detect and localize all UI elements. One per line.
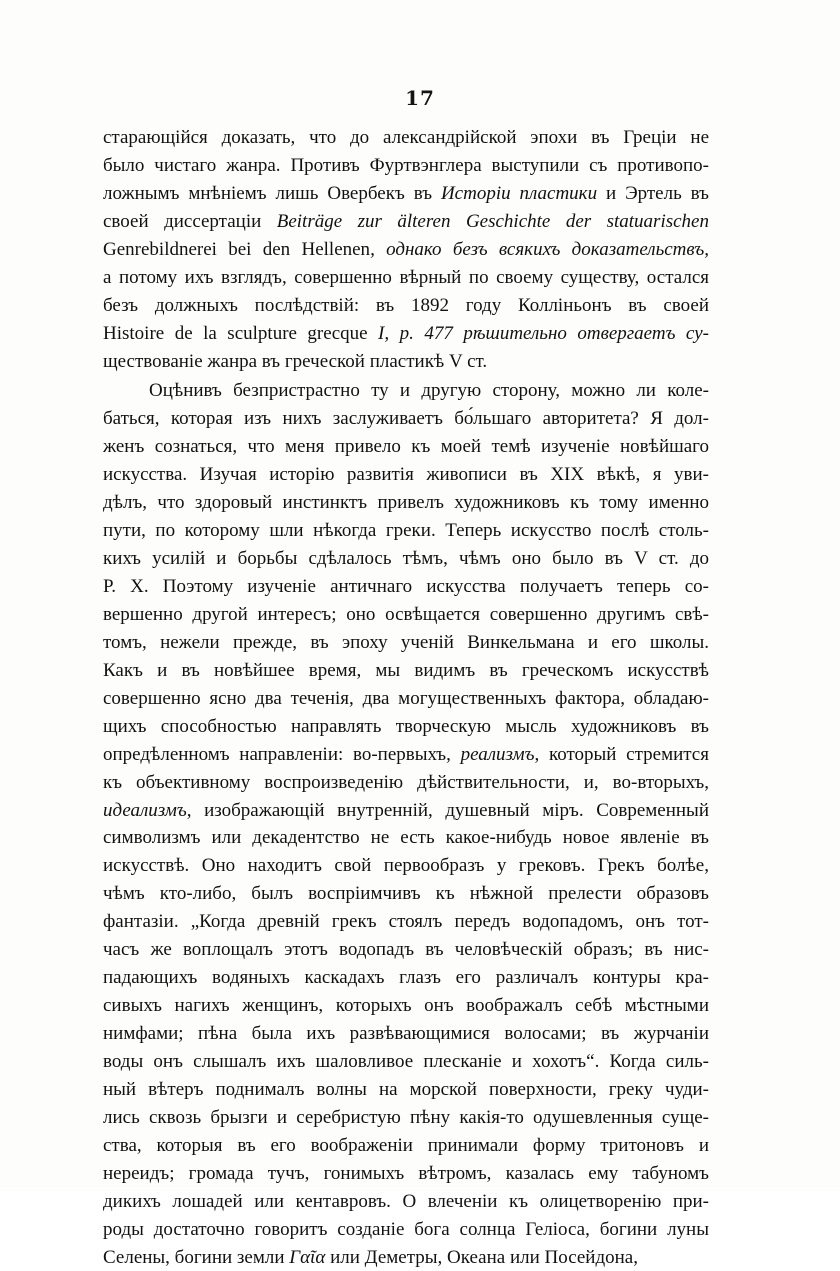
text-segment: чѣмъ кто-либо, былъ воспріимчивъ къ нѣжной прелести образовъ	[103, 883, 709, 904]
text-line	[103, 824, 709, 852]
text-segment: ный вѣтеръ поднималъ волны на морской поверхности, греку чуди-	[103, 1079, 709, 1100]
text-line	[103, 936, 709, 964]
text-line	[103, 264, 709, 292]
text-line	[103, 629, 709, 657]
text-segment: ществованіе жанра въ греческой пластикѣ V ст.	[103, 351, 487, 372]
text-line	[103, 348, 709, 376]
text-line	[103, 377, 709, 405]
text-segment: вершенно другой интересъ; оно освѣщается совершенно другимъ свѣ-	[103, 604, 709, 625]
text-segment: Р. Х. Поэтому изученіе античнаго искусства получаетъ теперь со-	[103, 576, 709, 597]
text-segment: а потому ихъ взглядъ, совершенно вѣрный по своему существу, остался	[103, 267, 709, 288]
text-line	[103, 1048, 709, 1076]
text-segment: нимфами; пѣна была ихъ развѣвающимися волосами; въ журчаніи	[103, 1023, 709, 1044]
italic-phrase: Γαῖα	[289, 1247, 325, 1268]
italic-phrase: , однако безъ всякихъ доказательствъ,	[370, 239, 709, 260]
text-line	[103, 601, 709, 629]
text-line	[103, 1020, 709, 1048]
italic-phrase: реализмъ	[461, 744, 535, 765]
text-segment: Genrebildnerei bei den Hellenen	[103, 239, 370, 260]
text-line	[103, 769, 709, 797]
text-segment: и Эртель въ	[597, 183, 709, 204]
text-segment: къ объективному воспроизведенію дѣйствительности, и, во-вторыхъ,	[103, 772, 709, 793]
text-segment: искусства. Изучая исторію развитія живописи въ XIX вѣкѣ, я уви-	[103, 464, 709, 485]
text-line	[103, 152, 709, 180]
text-segment: баться, которая изъ нихъ заслуживаетъ бо́льшаго авторитета? Я дол-	[103, 408, 709, 429]
italic-phrase: идеализмъ	[103, 800, 187, 821]
text-line	[103, 1244, 709, 1271]
text-segment: совершенно ясно два теченія, два могущественныхъ фактора, обладаю-	[103, 688, 709, 709]
text-line	[103, 1160, 709, 1188]
italic-phrase: Исторіи пластики	[441, 183, 597, 204]
text-segment: Histoire de la sculpture grecque	[103, 323, 368, 344]
text-line	[103, 180, 709, 208]
text-segment: , изображающій внутренній, душевный міръ. Современный	[187, 800, 709, 821]
italic-phrase: Beiträge zur älteren Geschichte der statuarischen	[277, 211, 709, 232]
text-line	[103, 461, 709, 489]
text-line	[103, 908, 709, 936]
text-segment: дикихъ лошадей или кентавровъ. О влеченіи къ олицетворенію при-	[103, 1191, 709, 1212]
text-segment: или Деметры, Океана или Посейдона,	[325, 1247, 638, 1268]
text-line	[103, 852, 709, 880]
text-segment: , который стремится	[534, 744, 709, 765]
text-line	[103, 236, 709, 264]
text-line	[103, 880, 709, 908]
text-segment: дѣлъ, что здоровый инстинктъ привелъ художниковъ къ тому именно	[103, 492, 709, 513]
text-line	[103, 573, 709, 601]
text-segment: фантазіи. „Когда древній грекъ стоялъ передъ водопадомъ, онъ тот-	[103, 911, 709, 932]
text-segment: опредѣленномъ направленіи: во-первыхъ,	[103, 744, 461, 765]
text-segment: было чистаго жанра. Противъ Фуртвэнглера выступили съ противопо-	[103, 155, 709, 176]
text-line	[103, 545, 709, 573]
text-segment: старающійся доказать, что до александрійской эпохи въ Греціи не	[103, 127, 709, 148]
text-line	[103, 992, 709, 1020]
text-segment: сивыхъ нагихъ женщинъ, которыхъ онъ воображалъ себѣ мѣстными	[103, 995, 709, 1016]
text-segment: падающихъ водяныхъ каскадахъ глазъ его различалъ контуры кра-	[103, 967, 709, 988]
text-segment: нереидъ; громада тучъ, гонимыхъ вѣтромъ, казалась ему табуномъ	[103, 1163, 709, 1184]
text-line	[103, 1132, 709, 1160]
italic-phrase: I, p. 477 рѣшительно отвергаетъ су-	[368, 323, 709, 344]
text-line	[103, 741, 709, 769]
text-line	[103, 320, 709, 348]
text-segment: безъ должныхъ послѣдствій: въ 1892 году Колліньонъ въ своей	[103, 295, 709, 316]
text-segment: роды достаточно говоритъ созданіе бога солнца Геліоса, богини луны	[103, 1219, 709, 1240]
text-line	[103, 964, 709, 992]
text-line	[103, 208, 709, 236]
text-segment: лись сквозь брызги и серебристую пѣну какія-то одушевленныя суще-	[103, 1107, 709, 1128]
text-segment: пути, по которому шли нѣкогда греки. Теперь искусство послѣ столь-	[103, 520, 709, 541]
text-segment: томъ, нежели прежде, въ эпоху ученій Винкельмана и его школы.	[103, 632, 709, 653]
text-line	[103, 1216, 709, 1244]
text-line	[103, 489, 709, 517]
text-segment: ства, которыя въ его воображеніи принимали форму тритоновъ и	[103, 1135, 709, 1156]
text-line	[103, 1076, 709, 1104]
text-segment: Оцѣнивъ безпристрастно ту и другую сторону, можно ли коле-	[149, 380, 709, 401]
text-line	[103, 405, 709, 433]
text-line	[103, 292, 709, 320]
text-segment: Селены, богини земли	[103, 1247, 289, 1268]
text-segment: ложнымъ мнѣніемъ лишь Овербекъ въ	[103, 183, 441, 204]
text-line	[103, 517, 709, 545]
text-line	[103, 433, 709, 461]
text-line	[103, 657, 709, 685]
text-segment: женъ сознаться, что меня привело къ моей темѣ изученіе новѣйшаго	[103, 436, 709, 457]
text-line	[103, 124, 709, 152]
text-segment: искусствѣ. Оно находитъ свой первообразъ у грековъ. Грекъ болѣе,	[103, 855, 709, 876]
text-line	[103, 1104, 709, 1132]
text-segment: кихъ усилій и борьбы сдѣлалось тѣмъ, чѣмъ оно было въ V ст. до	[103, 548, 709, 569]
text-line	[103, 713, 709, 741]
text-segment: щихъ способностью направлять творческую мысль художниковъ въ	[103, 716, 709, 737]
text-segment: воды онъ слышалъ ихъ шаловливое плесканіе и хохотъ“. Когда силь-	[103, 1051, 709, 1072]
body-text	[103, 124, 709, 1271]
text-line	[103, 797, 709, 825]
text-segment: своей диссертаціи	[103, 211, 277, 232]
text-segment: символизмъ или декадентство не есть какое-нибудь новое явленіе въ	[103, 827, 709, 848]
text-line	[103, 685, 709, 713]
text-segment: Какъ и въ новѣйшее время, мы видимъ въ греческомъ искусствѣ	[103, 660, 709, 681]
text-segment: часъ же воплощалъ этотъ водопадъ въ человѣческій образъ; въ нис-	[103, 939, 709, 960]
page-number: 17	[0, 86, 840, 110]
text-line	[103, 1188, 709, 1216]
